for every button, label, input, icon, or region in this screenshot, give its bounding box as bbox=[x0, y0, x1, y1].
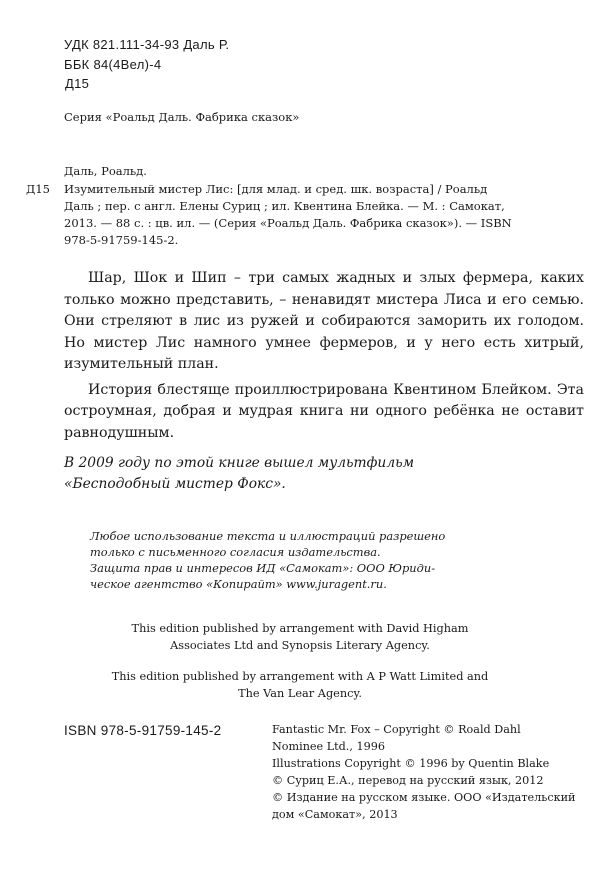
udk-code: УДК 821.111-34-93 Даль Р. bbox=[64, 37, 230, 52]
film-note-line: В 2009 году по этой книге вышел мультфильм bbox=[64, 455, 415, 471]
edition-line: The Van Lear Agency. bbox=[238, 687, 362, 700]
isbn: ISBN 978-5-91759-145-2 bbox=[64, 723, 222, 738]
catalog-block bbox=[64, 36, 229, 92]
annotation-paragraph: Шар, Шок и Шип – три самых жадных и злых фермера, каких только можно представить, – ненавидят мистера Лиса и его семью. Они стреляют в лис из ружей и собираются заморить их голодом. Но мистер Лис намного умнее фермеров, и у него есть хитрый, изумительный план. bbox=[64, 270, 584, 372]
edition-line: This edition published by arrangement with David Higham bbox=[131, 622, 469, 635]
annotation-paragraph: История блестяще проиллюстрирована Квентином Блейком. Эта остроумная, добрая и мудрая книга ни одного ребёнка не оставит равнодушным. bbox=[64, 381, 584, 441]
author-code: Д15 bbox=[65, 76, 90, 91]
copyright-line: дом «Самокат», 2013 bbox=[272, 808, 398, 821]
biblio-line: Даль ; пер. с англ. Елены Суриц ; ил. Квентина Блейка. — М. : Самокат, bbox=[64, 199, 505, 213]
biblio-line: 2013. — 88 с. : цв. ил. — (Серия «Роальд Даль. Фабрика сказок»). — ISBN bbox=[64, 216, 512, 230]
rights-line: Любое использование текста и иллюстраций разрешено bbox=[90, 529, 446, 543]
rights-notice bbox=[90, 528, 520, 592]
series-line: Серия «Роальд Даль. Фабрика сказок» bbox=[64, 110, 300, 124]
copyright-line: © Издание на русском языке. ООО «Издательский bbox=[272, 791, 576, 804]
biblio-line: 978-5-91759-145-2. bbox=[64, 233, 179, 247]
film-note bbox=[64, 453, 584, 495]
copyright-block bbox=[272, 721, 592, 823]
annotation bbox=[64, 268, 584, 444]
copyright-line: Nominee Ltd., 1996 bbox=[272, 740, 385, 753]
copyright-line: Fantastic Mr. Fox – Copyright © Roald Dahl bbox=[272, 723, 521, 736]
edition-note-1 bbox=[40, 620, 560, 654]
edition-line: Associates Ltd and Synopsis Literary Agency. bbox=[170, 639, 430, 652]
biblio-code: Д15 bbox=[26, 182, 50, 196]
copyright-line: © Суриц Е.А., перевод на русский язык, 2012 bbox=[272, 774, 544, 787]
rights-line: Защита прав и интересов ИД «Самокат»: ООО Юриди- bbox=[90, 561, 436, 575]
biblio-author: Даль, Роальд. bbox=[64, 164, 147, 178]
rights-line: ческое агентство «Копирайт» www.juragent.ru. bbox=[90, 577, 387, 591]
film-note-line: «Бесподобный мистер Фокс». bbox=[64, 476, 286, 492]
copyright-line: Illustrations Copyright © 1996 by Quentin Blake bbox=[272, 757, 550, 770]
bbk-code: ББК 84(4Вел)-4 bbox=[64, 57, 162, 72]
biblio-line: Изумительный мистер Лис: [для млад. и сред. шк. возраста] / Роальд bbox=[64, 182, 488, 196]
biblio-record bbox=[64, 181, 584, 249]
edition-note-2 bbox=[40, 668, 560, 702]
edition-line: This edition published by arrangement with A P Watt Limited and bbox=[111, 670, 489, 683]
rights-line: только с письменного согласия издательства. bbox=[90, 545, 381, 559]
